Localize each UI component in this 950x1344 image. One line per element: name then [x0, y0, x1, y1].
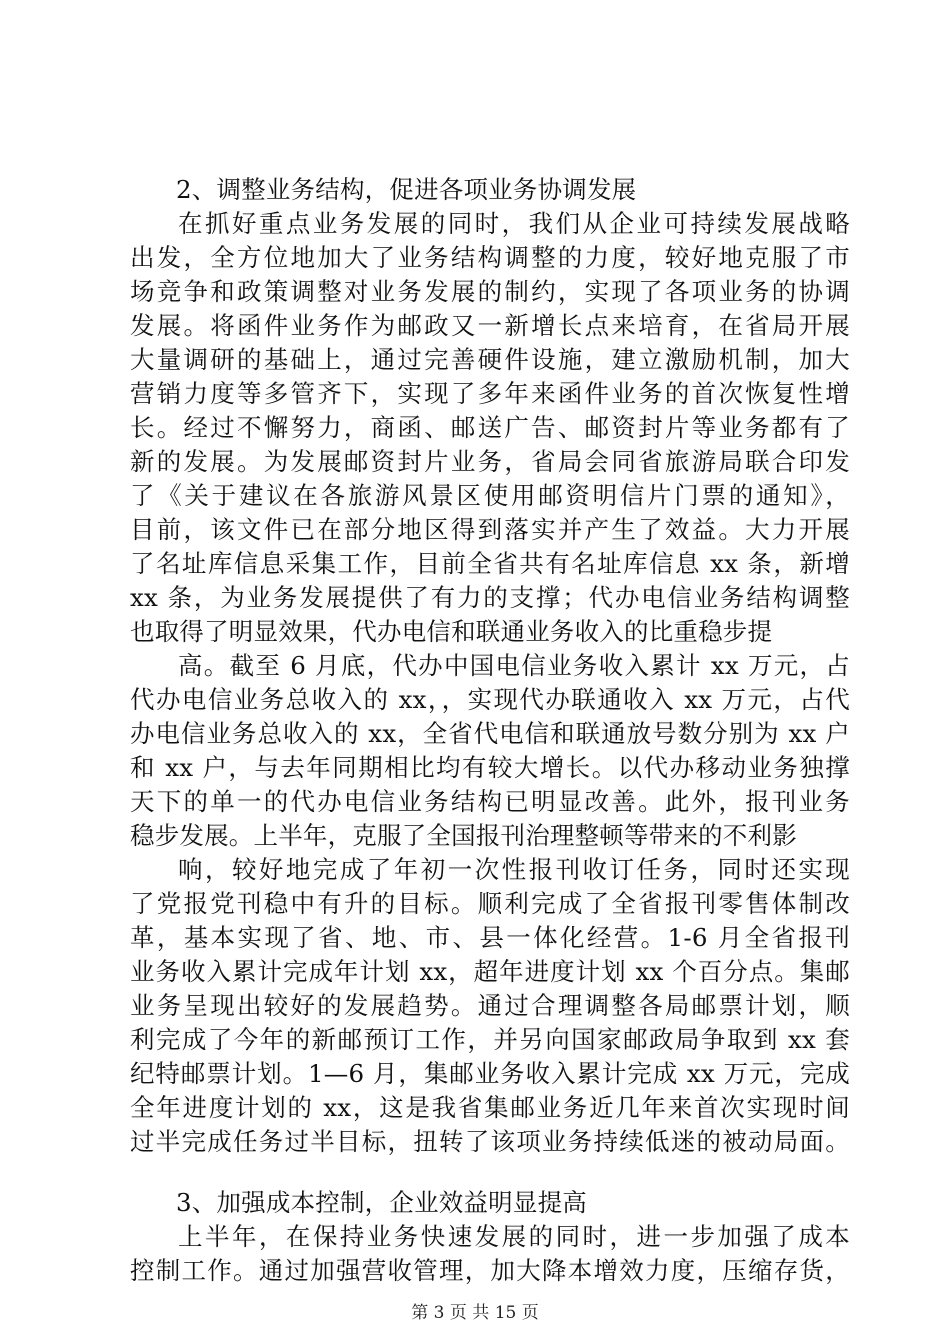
paragraph-line: 也取得了明显效果，代办电信和联通业务收入的比重稳步提 — [130, 617, 773, 646]
paragraph-line: 天下的单一的代办电信业务结构已明显改善。此外，报刊业务 — [130, 787, 850, 816]
paragraph-line: 全年进度计划的 xx，这是我省集邮业务近几年来首次实现时间 — [130, 1093, 850, 1122]
paragraph-line: 出发，全方位地加大了业务结构调整的力度，较好地克服了市 — [130, 243, 850, 272]
paragraph-line: 业务呈现出较好的发展趋势。通过合理调整各局邮票计划，顺 — [130, 991, 850, 1020]
section-heading-2: 2、调整业务结构，促进各项业务协调发展 — [176, 175, 637, 204]
paragraph-line: 了名址库信息采集工作，目前全省共有名址库信息 xx 条，新增 — [130, 549, 850, 578]
paragraph-line: 目前，该文件已在部分地区得到落实并产生了效益。大力开展 — [130, 515, 850, 544]
paragraph-line: 场竞争和政策调整对业务发展的制约，实现了各项业务的协调 — [130, 277, 850, 306]
paragraph-line: 长。经过不懈努力，商函、邮送广告、邮资封片等业务都有了 — [130, 413, 850, 442]
paragraph-line: 发展。将函件业务作为邮政又一新增长点来培育，在省局开展 — [130, 311, 850, 340]
paragraph-line: 高。截至 6 月底，代办中国电信业务收入累计 xx 万元，占 — [178, 651, 850, 680]
paragraph-line: 了《关于建议在各旅游风景区使用邮资明信片门票的通知》， — [130, 481, 850, 510]
paragraph-line: 了党报党刊稳中有升的目标。顺利完成了全省报刊零售体制改 — [130, 889, 850, 918]
paragraph-line: xx 条，为业务发展提供了有力的支撑；代办电信业务结构调整 — [130, 583, 850, 612]
paragraph-line: 过半完成任务过半目标，扭转了该项业务持续低迷的被动局面。 — [130, 1127, 850, 1156]
paragraph-line: 办电信业务总收入的 xx，全省代电信和联通放号数分别为 xx 户 — [130, 719, 850, 748]
paragraph-line: 控制工作。通过加强营收管理，加大降本增效力度，压缩存货， — [130, 1256, 850, 1285]
paragraph-line: 上半年，在保持业务快速发展的同时，进一步加强了成本 — [178, 1222, 850, 1251]
paragraph-line: 在抓好重点业务发展的同时，我们从企业可持续发展战略 — [178, 209, 850, 238]
paragraph-line: 大量调研的基础上，通过完善硬件设施，建立激励机制，加大 — [130, 345, 850, 374]
paragraph-line: 新的发展。为发展邮资封片业务，省局会同省旅游局联合印发 — [130, 447, 850, 476]
paragraph-line: 响，较好地完成了年初一次性报刊收订任务，同时还实现 — [178, 855, 850, 884]
paragraph-line: 革，基本实现了省、地、市、县一体化经营。1-6 月全省报刊 — [130, 923, 850, 952]
paragraph-line: 利完成了今年的新邮预订工作，并另向国家邮政局争取到 xx 套 — [130, 1025, 850, 1054]
paragraph-line: 和 xx 户，与去年同期相比均有较大增长。以代办移动业务独撑 — [130, 753, 850, 782]
paragraph-line: 纪特邮票计划。1—6 月，集邮业务收入累计完成 xx 万元，完成 — [130, 1059, 850, 1088]
page-footer: 第 3 页 共 15 页 — [411, 1303, 539, 1323]
paragraph-line: 代办电信业务总收入的 xx，，实现代办联通收入 xx 万元，占代 — [130, 685, 850, 714]
paragraph-line: 稳步发展。上半年，克服了全国报刊治理整顿等带来的不利影 — [130, 821, 797, 850]
paragraph-line: 业务收入累计完成年计划 xx，超年进度计划 xx 个百分点。集邮 — [130, 957, 850, 986]
section-heading-3: 3、加强成本控制，企业效益明显提高 — [176, 1188, 587, 1217]
paragraph-line: 营销力度等多管齐下，实现了多年来函件业务的首次恢复性增 — [130, 379, 850, 408]
